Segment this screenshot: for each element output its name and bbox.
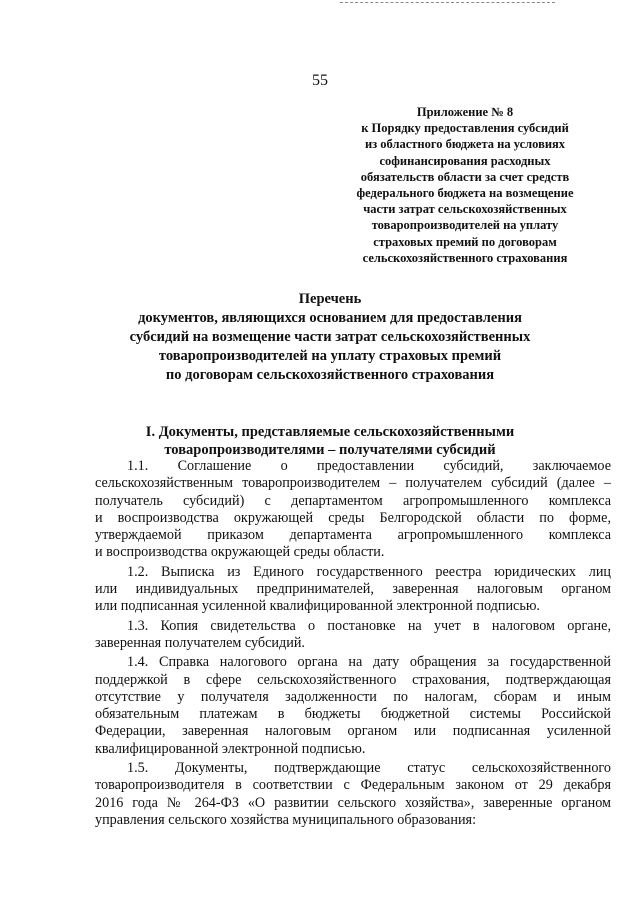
appendix-line: сельскохозяйственного страхования [362, 250, 568, 265]
title-line: Перечень [298, 291, 362, 307]
section-heading-line: I. Документы, представляемые сельскохозяйственными [145, 424, 515, 440]
top-scan-rule [340, 2, 555, 3]
text-line: отсутствие у получателя задолженности по налогам, сборам и иным [95, 688, 611, 705]
text-line: Федерации, заверенная налоговым органом или подписанная усиленной [95, 723, 611, 740]
text-line: товаропроизводителя в соответствии с Федеральным законом от 29 декабря [95, 777, 611, 794]
text-line: 1.4. Справка налогового органа на дату обращения за государственной [127, 654, 611, 671]
paragraph-1-2 [95, 564, 611, 616]
title-line: товаропроизводителей на уплату страховых премий [158, 348, 502, 364]
document-title [60, 290, 600, 385]
appendix-heading: Приложение № 8 [416, 105, 514, 119]
title-line: субсидий на возмещение части затрат сельскохозяйственных [129, 329, 531, 345]
text-line: 1.5. Документы, подтверждающие статус сельскохозяйственного [127, 760, 611, 777]
text-line: поддержкой в сфере сельскохозяйственного страхования, подтверждающая [95, 671, 611, 688]
text-line: 1.1. Соглашение о предоставлении субсидий, заключаемое [127, 458, 611, 474]
paragraph-1-3 [95, 618, 611, 653]
paragraph-1-5 [95, 760, 611, 829]
text-line: или индивидуальных предпринимателей, заверенная налоговым органом [95, 581, 611, 598]
text-line: 1.2. Выписка из Единого государственного реестра юридических лиц [127, 563, 611, 580]
appendix-line: товаропроизводителей на уплату [371, 218, 559, 233]
appendix-line: из областного бюджета на условиях [364, 137, 566, 152]
text-line: управления сельского хозяйства муниципального образования: [95, 811, 477, 828]
text-line: и воспроизводства окружающей среды Белгородской области по форме, [95, 509, 611, 526]
appendix-line: софинансирования расходных [379, 153, 551, 168]
text-line: и воспроизводства окружающей среды области. [95, 544, 385, 561]
section-heading-line: товаропроизводителями – получателями субсидий [164, 442, 496, 458]
text-line: квалифицированной электронной подписью. [95, 740, 366, 757]
appendix-block [330, 104, 600, 266]
appendix-line: обязательств области за счет средств [360, 169, 570, 184]
body-text [95, 458, 611, 831]
appendix-line: к Порядку предоставления субсидий [361, 121, 569, 136]
text-line: утверждаемой приказом департамента агропромышленного комплекса [95, 527, 611, 544]
text-line: 2016 года № 264-ФЗ «О развитии сельского хозяйства», заверенные органом [95, 794, 611, 811]
text-line: сельскохозяйственным товаропроизводителем – получателем субсидий (далее – [95, 475, 611, 492]
appendix-line: федерального бюджета на возмещение [356, 186, 574, 201]
paragraph-1-4 [95, 654, 611, 758]
title-line: документов, являющихся основанием для предоставления [138, 310, 522, 326]
text-line: или подписанная усиленной квалифицированной электронной подписью. [95, 598, 540, 615]
text-line: заверенная получателем субсидий. [95, 634, 305, 651]
section-heading [60, 423, 600, 459]
appendix-line: страховых премий по договорам [373, 234, 557, 249]
title-line: по договорам сельскохозяйственного страхования [165, 367, 495, 383]
paragraph-1-1 [95, 458, 611, 562]
text-line: получатель субсидий) с департаментом агропромышленного комплекса [95, 492, 611, 509]
page-number: 55 [312, 72, 328, 89]
text-line: обязательным платежам в бюджеты бюджетной системы Российской [95, 706, 611, 723]
appendix-line: части затрат сельскохозяйственных [363, 202, 567, 217]
text-line: 1.3. Копия свидетельства о постановке на учет в налоговом органе, [127, 617, 611, 634]
